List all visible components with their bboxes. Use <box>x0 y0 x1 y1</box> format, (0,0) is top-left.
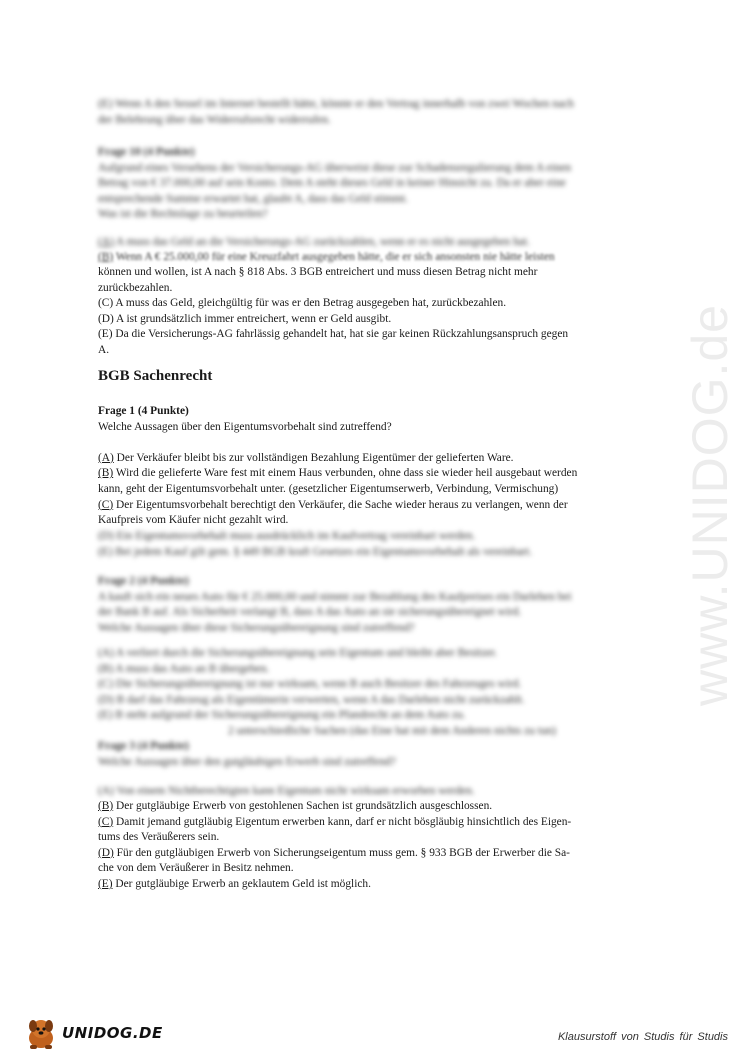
text-line: entsprechende Summe erwartet hat, glaubt A, dass das Geld stimmt. <box>98 192 409 205</box>
option-e: (E) Da die Versicherungs-AG fahrlässig gehandelt hat, hat sie gar keinen Rückzahlungsanspruch gegen <box>98 328 569 341</box>
text-line: können und wollen, ist A nach § 818 Abs. 3 BGB entreichert und muss diesen Betrag nicht mehr <box>98 266 538 278</box>
frage2-blurred-options <box>98 646 670 740</box>
option-text: Der gutgläubige Erwerb an geklautem Geld ist möglich. <box>112 877 371 890</box>
option-text: Der Verkäufer bleibt bis zur vollständigen Bezahlung Eigentümer der gelieferten Ware. <box>113 451 514 464</box>
option-letter: (C) <box>98 498 114 511</box>
frage10-option-b-start <box>98 250 670 266</box>
option-text: Wenn A € 25.000,00 für eine Kreuzfahrt ausgegeben hätte, die er sich ansonsten nie hätte leisten <box>113 251 555 263</box>
text-line: Betrag von € 37.000,00 auf sein Konto. Dem A steht dieses Geld in keiner Hinsicht zu. Da er aber eine <box>98 177 566 190</box>
option-text: Der Eigentumsvorbehalt berechtigt den Verkäufer, die Sache wieder heraus zu verlangen, wenn der <box>113 498 568 511</box>
option-text: Wird die gelieferte Ware fest mit einem Haus verbunden, ohne dass sie wieder heil ausgebaut werden <box>113 467 578 480</box>
text-line: A. <box>98 343 110 356</box>
option-text: (B) A muss das Auto an B übergeben. <box>98 662 270 675</box>
option-text: Damit jemand gutgläubig Eigentum erwerben kann, darf er nicht bösgläubig hinsichtlich des Eigen- <box>113 815 572 828</box>
logo-text: UNIDOG.DE <box>62 1024 163 1042</box>
option-letter: (B) <box>98 467 114 480</box>
note-text: 2 unterschiedliche Sachen (das Eine hat mit dem Anderen nichts zu tun) <box>228 724 557 737</box>
text-line: tums des Veräußerers sein. <box>98 831 220 844</box>
section-title: BGB Sachenrecht <box>98 368 213 384</box>
text-line: Welche Aussagen über diese Sicherungsübereignung sind zutreffend? <box>98 621 415 634</box>
frage3-blurred-header <box>98 739 670 770</box>
dog-mascot-icon <box>22 1016 60 1052</box>
option-letter: (E) <box>98 877 113 890</box>
question-title: Frage 3 (4 Punkte) <box>98 740 189 752</box>
text-line: der Bank B auf. Als Sicherheit verlangt B, dass A das Auto an sie sicherungsübereignet wird. <box>98 606 522 619</box>
option-d: (D) A ist grundsätzlich immer entreichert, wenn er Geld ausgibt. <box>98 312 392 325</box>
frage10-clear-options <box>98 265 670 359</box>
option-text: (E) B steht aufgrund der Sicherungsübereignung ein Pfandrecht an dem Auto zu. <box>98 709 466 722</box>
option-text: (C) Die Sicherungsübereignung ist nur wirksam, wenn B auch Besitzer des Fahrzeuges wird. <box>98 678 522 691</box>
text-line: Aufgrund eines Versehens der Versicherungs-AG überweist diese zur Schadensregulierung dem A einen <box>98 161 572 174</box>
option-letter: (C) <box>98 815 114 828</box>
option-text: Der gutgläubige Erwerb von gestohlenen Sachen ist grundsätzlich ausgeschlossen. <box>113 800 493 812</box>
question-title: Frage 10 (4 Punkte) <box>98 146 195 158</box>
question-text: Welche Aussagen über den gutgläubigen Erwerb sind zutreffend? <box>98 755 396 768</box>
option-letter: (B) <box>98 800 114 812</box>
option-text: A muss das Geld an die Versicherungs-AG zurückzahlen, wenn er es nicht ausgegeben hat. <box>113 236 530 248</box>
frage10-blurred <box>98 145 670 223</box>
option-d: (D) Ein Eigentumsvorbehalt muss ausdrücklich im Kaufvertrag vereinbart werden. <box>98 530 476 542</box>
question-title: Frage 1 (4 Punkte) <box>98 405 189 417</box>
option-text: Für den gutgläubigen Erwerb von Sicherungseigentum muss gem. § 933 BGB der Erwerber die Sa- <box>113 846 570 859</box>
watermark <box>680 270 740 740</box>
option-e: (E) Bei jedem Kauf gilt gem. § 449 BGB kraft Gesetzes ein Eigentumsvorbehalt als vereinbart. <box>98 545 532 558</box>
frage1-blurred-options <box>98 529 670 560</box>
option-text: (A) A verliert durch die Sicherungsübereignung sein Eigentum und bleibt aber Besitzer. <box>98 647 498 659</box>
text-line: A kauft sich ein neues Auto für € 25.000,00 und nimmt zur Bezahlung des Kaufpreises ein Darlehen bei <box>98 590 572 603</box>
text-line: che von dem Veräußerer in Besitz nehmen. <box>98 862 294 875</box>
text-line: zurückbezahlen. <box>98 281 173 294</box>
option-letter: (A) <box>98 451 114 464</box>
option-letter: (A) <box>98 236 114 248</box>
text-line: (E) Wenn A den Sessel im Internet bestellt hätte, könnte er den Vertrag innerhalb von zwei Wochen nach <box>98 98 574 110</box>
frage1 <box>98 404 670 529</box>
footer-tagline: Klausurstoff von Studis für Studis <box>557 1031 728 1043</box>
option-letter: (D) <box>98 846 114 859</box>
option-letter: (B) <box>98 251 114 263</box>
frage10-option-a <box>98 235 670 251</box>
question-title: Frage 2 (4 Punkte) <box>98 575 189 587</box>
option-c: (C) A muss das Geld, gleichgültig für was er den Betrag ausgegeben hat, zurückbezahlen. <box>98 297 507 310</box>
text-line: der Belehrung über das Widerrufsrecht widerrufen. <box>98 113 331 126</box>
option-text: (A) Von einem Nichtberechtigten kann Eigentum nicht wirksam erworben werden. <box>98 785 475 797</box>
question-text: Welche Aussagen über den Eigentumsvorbehalt sind zutreffend? <box>98 420 392 433</box>
frage3-clear-options <box>98 799 670 893</box>
text-line: kann, geht der Eigentumsvorbehalt unter. (gesetzlicher Eigentumserwerb, Verbindung, Vermischung) <box>98 482 559 495</box>
option-text: (D) B darf das Fahrzeug als Eigentümerin verwerten, wenn A das Darlehen nicht zurückzahlt. <box>98 693 525 706</box>
footer-logo[interactable] <box>22 1016 182 1052</box>
frage3-option-a <box>98 784 670 800</box>
watermark-text: www.UNIDOG.de <box>682 304 738 706</box>
text-line: Kaufpreis vom Käufer nicht gezahlt wird. <box>98 514 289 527</box>
frage2-blurred <box>98 574 670 636</box>
blurred-previous-option <box>98 97 670 128</box>
text-line: Was ist die Rechtslage zu beurteilen? <box>98 208 268 221</box>
